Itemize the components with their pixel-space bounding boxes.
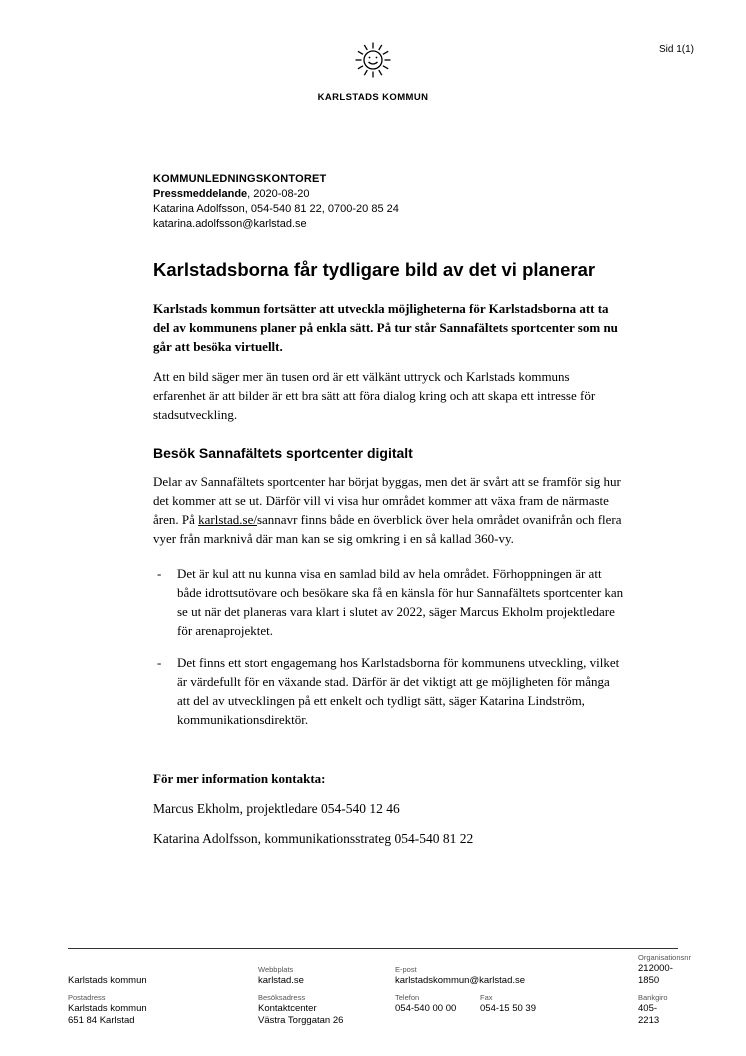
article-title: Karlstadsborna får tydligare bild av det vi planerar xyxy=(153,259,596,280)
footer-website-cell xyxy=(258,965,395,987)
website-value: karlstad.se xyxy=(258,975,304,986)
footer-telfax-cell xyxy=(395,993,638,1027)
phone-label: Telefon xyxy=(395,993,420,1002)
footer-phone-cell xyxy=(395,993,480,1027)
org-name: KARLSTADS KOMMUN xyxy=(317,92,429,103)
postal-line-2: 651 84 Karlstad xyxy=(68,1015,135,1026)
bullet-dash: - xyxy=(157,655,162,670)
orgnr-value: 212000-1850 xyxy=(638,963,673,986)
postal-label: Postadress xyxy=(68,993,106,1002)
footer-row-2 xyxy=(68,993,678,1027)
footer-orgnr-cell xyxy=(638,953,691,987)
footer-org-cell xyxy=(68,975,258,987)
paragraph-2 xyxy=(153,472,625,548)
contact-person-2: Katarina Adolfsson, kommunikationsstrateg 054-540 81 22 xyxy=(153,831,474,846)
lead-paragraph: Karlstads kommun fortsätter att utveckla möjligheterna för Karlstadsborna att ta del av kommunens planer på enkla sätt. På tur står Sannafältets sportcenter som nu går att besöka virtuellt. xyxy=(153,301,618,354)
postal-line-1: Karlstads kommun xyxy=(68,1003,147,1014)
footer-postal-cell xyxy=(68,993,258,1027)
visit-line-1: Kontaktcenter xyxy=(258,1003,317,1014)
karlstad-se-link[interactable]: karlstad.se/ xyxy=(198,512,257,527)
footer-visit-cell xyxy=(258,993,395,1027)
footer-row-1 xyxy=(68,953,691,987)
quote-2: Det finns ett stort engagemang hos Karlstadsborna för kommunens utveckling, vilket är värdefullt för en växande stad. Därför är det viktigt att ge möjligheten för många att del av utvecklingen på ett enkelt och tydligt sätt, säger Katarina Lindström, kommunikationsdirektör. xyxy=(177,655,620,727)
footer-fax-cell xyxy=(480,993,536,1027)
orgnr-label: Organisationsnr xyxy=(638,953,691,962)
doc-type-line xyxy=(153,187,399,202)
page-footer xyxy=(68,948,691,1027)
contact-heading: För mer information kontakta: xyxy=(153,771,326,786)
visit-line-2: Västra Torggatan 26 xyxy=(258,1015,344,1026)
paragraph-2-text-after: sannavr finns både en överblick över hela området ovanifrån och flera vyer från marknivå där man kan se sig omkring i en så kallad 360-vy. xyxy=(153,512,622,546)
article-body xyxy=(153,254,625,861)
bankgiro-label: Bankgiro xyxy=(638,993,668,1002)
fax-value: 054-15 50 39 xyxy=(480,1003,536,1014)
paragraph-2-text-before: Delar av Sannafältets sportcenter har börjat byggas, men det är svårt att se framför sig hur det kommer att se ut. Därför vill vi visa hur området kommer att växa fram de närmaste åren. På xyxy=(153,474,621,527)
phone-value: 054-540 00 00 xyxy=(395,1003,457,1014)
fax-label: Fax xyxy=(480,993,493,1002)
document-header xyxy=(153,172,399,232)
website-label: Webbplats xyxy=(258,965,294,974)
page-number: Sid 1(1) xyxy=(658,44,694,55)
footer-org-name: Karlstads kommun xyxy=(68,975,147,986)
visit-label: Besöksadress xyxy=(258,993,306,1002)
quote-1: Det är kul att nu kunna visa en samlad bild av hela området. Förhoppningen är att både idrottsutövare och besökare ska få en känsla för hur Sannafältets sportcenter kan se ut när det planeras vara klart i slutet av 2022, säger Marcus Ekholm projektledare för arenaprojektet. xyxy=(177,566,624,638)
contact-email: katarina.adolfsson@karlstad.se xyxy=(153,218,307,230)
list-item xyxy=(153,653,625,729)
footer-email-cell xyxy=(395,965,638,987)
sun-logo-icon xyxy=(350,67,396,84)
logo-block xyxy=(0,40,746,103)
paragraph-1: Att en bild säger mer än tusen ord är ett välkänt uttryck och Karlstads kommuns erfarenhet är att bilder är ett bra sätt att föra dialog kring och att skapa ett intresse för stadsutveckling. xyxy=(153,369,596,422)
bullet-dash: - xyxy=(157,566,162,581)
email-label: E-post xyxy=(395,965,417,974)
doc-type: Pressmeddelande xyxy=(153,188,248,200)
contact-person-1: Marcus Ekholm, projektledare 054-540 12 46 xyxy=(153,801,400,816)
email-value: karlstadskommun@karlstad.se xyxy=(395,975,526,986)
list-item xyxy=(153,564,625,640)
department-name: KOMMUNLEDNINGSKONTORET xyxy=(153,173,327,185)
contact-phone-line: Katarina Adolfsson, 054-540 81 22, 0700-20 85 24 xyxy=(153,203,399,215)
contact-section xyxy=(153,771,625,847)
subheading: Besök Sannafältets sportcenter digitalt xyxy=(153,445,413,461)
footer-bankgiro-cell xyxy=(638,993,678,1027)
quote-list xyxy=(153,564,625,729)
bankgiro-value: 405-2213 xyxy=(638,1003,660,1026)
doc-date: , 2020-08-20 xyxy=(247,188,310,200)
